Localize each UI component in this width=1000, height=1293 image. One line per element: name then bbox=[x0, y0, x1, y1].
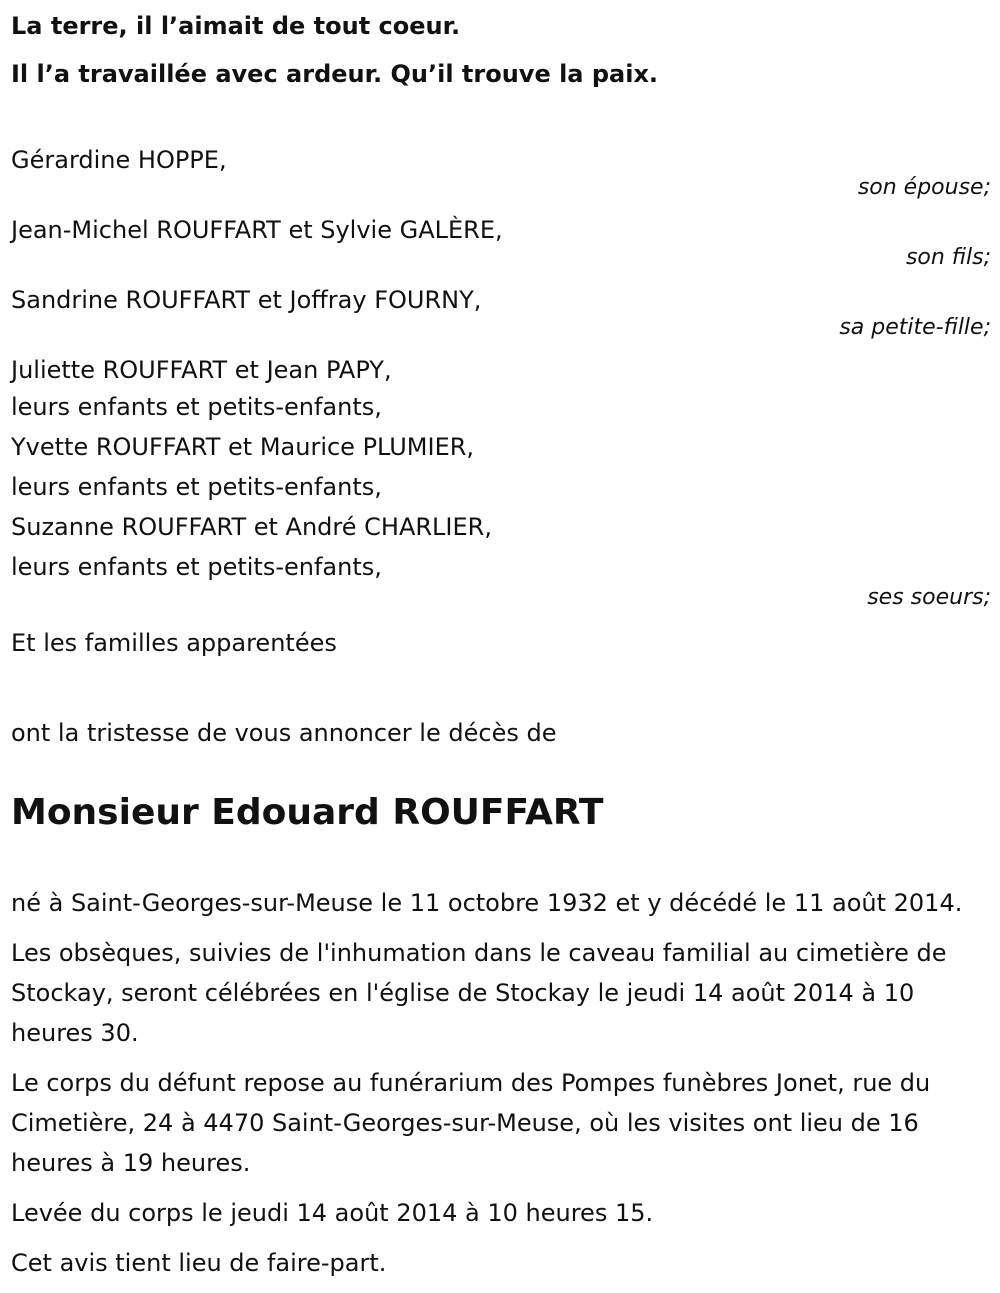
funeral-paragraph: Les obsèques, suivies de l'inhumation dans le caveau familial au cimetière de Stockay, seront célébrées en l'église de Stockay le jeudi 14 août 2014 à 10 heures 30. bbox=[11, 939, 947, 1047]
family-others: Et les familles apparentées bbox=[11, 629, 337, 657]
family-name: Jean-Michel ROUFFART et Sylvie GALÈRE, bbox=[11, 216, 503, 244]
family-group-granddaughter bbox=[11, 283, 991, 339]
obituary-notice bbox=[11, 0, 991, 1293]
family-name: Sandrine ROUFFART et Joffray FOURNY, bbox=[11, 286, 482, 314]
family-group-sisters bbox=[11, 353, 991, 609]
birth-death-paragraph: né à Saint-Georges-sur-Meuse le 11 octobre 1932 et y décédé le 11 août 2014. bbox=[11, 889, 963, 917]
deceased-name: Monsieur Edouard ROUFFART bbox=[11, 792, 604, 833]
family-relation: sa petite-fille; bbox=[839, 315, 991, 340]
details bbox=[11, 883, 991, 1283]
family-name: Gérardine HOPPE, bbox=[11, 146, 227, 174]
family-group-son bbox=[11, 213, 991, 269]
family-relation: son fils; bbox=[905, 245, 991, 270]
epigraph-line-1: La terre, il l’aimait de tout coeur. bbox=[11, 12, 461, 40]
family-group-spouse bbox=[11, 143, 991, 199]
epigraph-line-2: Il l’a travaillée avec ardeur. Qu’il trouve la paix. bbox=[11, 60, 659, 88]
family-name: Yvette ROUFFART et Maurice PLUMIER, bbox=[11, 433, 475, 461]
visitation-paragraph: Le corps du défunt repose au funérarium des Pompes funèbres Jonet, rue du Cimetière, 24 à 4470 Saint-Georges-sur-Meuse, où les visites ont lieu de 16 heures à 19 heures. bbox=[11, 1069, 931, 1177]
family-relation: ses soeurs; bbox=[867, 585, 991, 610]
announcement: ont la tristesse de vous annoncer le décès de bbox=[11, 719, 557, 747]
family-name: leurs enfants et petits-enfants, bbox=[11, 473, 382, 501]
family-name: leurs enfants et petits-enfants, bbox=[11, 393, 382, 421]
family-list bbox=[11, 143, 991, 663]
notice-paragraph: Cet avis tient lieu de faire-part. bbox=[11, 1249, 387, 1277]
family-name: leurs enfants et petits-enfants, bbox=[11, 553, 382, 581]
family-relation: son épouse; bbox=[857, 175, 991, 200]
epigraph bbox=[11, 2, 991, 98]
family-name: Suzanne ROUFFART et André CHARLIER, bbox=[11, 513, 492, 541]
family-name: Juliette ROUFFART et Jean PAPY, bbox=[11, 356, 392, 384]
departure-paragraph: Levée du corps le jeudi 14 août 2014 à 10 heures 15. bbox=[11, 1199, 654, 1227]
